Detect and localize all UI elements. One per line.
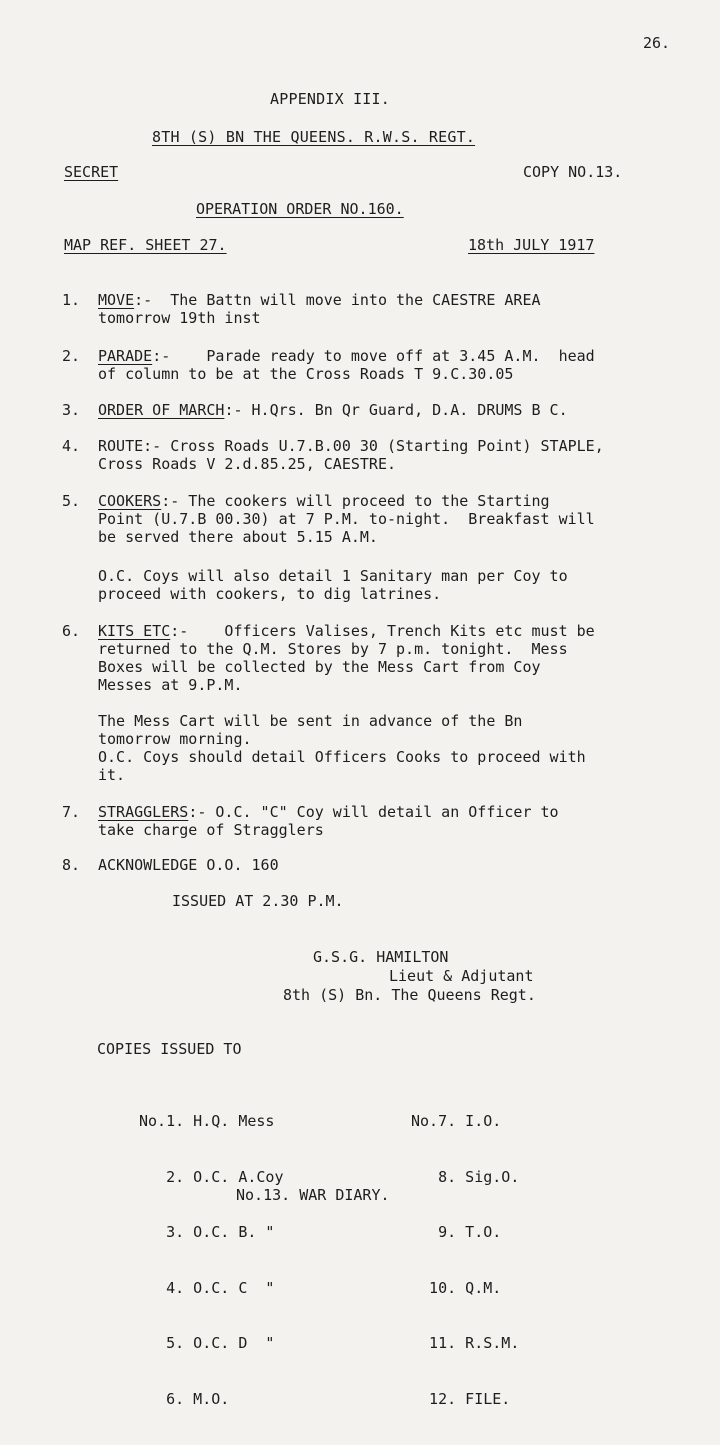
copy-number: COPY NO.13. xyxy=(523,163,623,181)
paragraph-text: ACKNOWLEDGE O.O. 160 xyxy=(98,856,279,874)
paragraph-number: 5. xyxy=(62,492,81,510)
paragraph-number: 4. xyxy=(62,437,81,455)
copies-list-right xyxy=(411,1075,519,1445)
list-item: 5. O.C. D " xyxy=(139,1334,275,1352)
document-page: 26. APPENDIX III. 8TH (S) BN THE QUEENS. R.W.S. REGT. SECRET COPY NO.13. OPERATION ORDER NO.160. MAP REF. SHEET 27. 18th JULY 1917 1. MOVE:- The Battn will move into the CAESTRE AREA tomorrow 19th inst 2. PARADE:- Parade ready to move off at 3.45 A.M. head of column to be at the Cross Roads T 9.C.30.05 3. ORDER OF MARCH:- H.Qrs. Bn Qr Guard, D.A. DRUMS B C. 4. ROUTE:- Cross Roads U.7.B.00 30 (Starting Point) STAPLE, Cross Roads V 2.d.85.25, CAESTRE. 5. COOKERS:- The cookers will proceed to the Starting Point (U.7.B 00.30) at 7 P.M. to-night. Breakfast will be served there about 5.15 A.M. O.C. Coys will also detail 1 Sanitary man per Coy to proceed with cookers, to dig latrines. 6. KITS ETC:- Officers Valises, Trench Kits etc must be returned to the Q.M. Stores by 7 p.m. tonight. Mess Boxes will be collected by the Mess Cart from Coy Messes at 9.P.M. The Mess Cart will be sent in advance of the Bn tomorrow morning. O.C. Coys should detail Officers Cooks to proceed with it. 7. STRAGGLERS:- O.C. "C" Coy will detail an Officer to take charge of Stragglers 8. ACKNOWLEDGE O.O. 160 ISSUED AT 2.30 P.M. G.S.G. HAMILTON Lieut & Adjutant 8th (S) Bn. The Queens Regt. COPIES ISSUED TO No.1. H.Q. Mess 2. O.C. A.Coy 3. O.C. B. " 4. O.C. C " 5. O.C. D " 6. M.O. No.7. I.O. 8. Sig.O. 9. T.O. 10. Q.M. 11. R.S.M. 12. FILE. No.13. WAR DIARY. xyxy=(0,0,720,1234)
copies-list-left xyxy=(139,1075,284,1445)
paragraph-number: 6. xyxy=(62,622,81,640)
paragraph-heading: KITS ETC xyxy=(98,622,171,640)
paragraph-5-note: O.C. Coys will also detail 1 Sanitary man per Coy to proceed with cookers, to dig latrines. xyxy=(98,567,568,603)
paragraph-heading: MOVE xyxy=(98,291,135,309)
paragraph-6-note: The Mess Cart will be sent in advance of the Bn tomorrow morning. O.C. Coys should detail Officers Cooks to proceed with it. xyxy=(98,712,586,784)
paragraph-heading: PARADE xyxy=(98,347,153,365)
paragraph-text: H.Qrs. Bn Qr Guard, D.A. DRUMS B C. xyxy=(242,401,568,419)
list-item: 8. Sig.O. xyxy=(411,1167,520,1186)
paragraph-text: O.C. "C" Coy will detail an Officer to take charge of Stragglers xyxy=(98,803,559,839)
paragraph-heading: ORDER OF MARCH xyxy=(98,401,225,419)
list-item: No.1. H.Q. Mess xyxy=(139,1112,275,1130)
classification: SECRET xyxy=(64,163,119,181)
paragraph-heading: COOKERS xyxy=(98,492,162,510)
list-item: 6. M.O. xyxy=(139,1389,230,1408)
list-item: No.7. I.O. xyxy=(411,1112,502,1130)
paragraph-number: 3. xyxy=(62,401,81,419)
paragraph-text: The Battn will move into the CAESTRE AREA tomorrow 19th inst xyxy=(98,291,541,327)
copy-final: No.13. WAR DIARY. xyxy=(236,1186,390,1204)
order-date: 18th JULY 1917 xyxy=(468,236,595,254)
paragraph-number: 1. xyxy=(62,291,81,309)
list-item: 4. O.C. C " xyxy=(139,1278,275,1297)
appendix-heading: APPENDIX III. xyxy=(270,90,390,108)
order-title: OPERATION ORDER NO.160. xyxy=(196,200,404,218)
unit-title: 8TH (S) BN THE QUEENS. R.W.S. REGT. xyxy=(152,128,476,146)
list-item: 3. O.C. B. " xyxy=(139,1223,275,1241)
page-number: 26. xyxy=(643,34,671,52)
list-item: 10. Q.M. xyxy=(411,1278,502,1297)
issued-at: ISSUED AT 2.30 P.M. xyxy=(172,892,344,910)
signatory-rank: Lieut & Adjutant xyxy=(389,967,534,985)
list-item: 11. R.S.M. xyxy=(411,1334,520,1352)
copies-heading: COPIES ISSUED TO xyxy=(97,1040,242,1058)
paragraph-text: Parade ready to move off at 3.45 A.M. head of column to be at the Cross Roads T 9.C.30.05 xyxy=(98,347,595,383)
signatory-unit: 8th (S) Bn. The Queens Regt. xyxy=(283,986,536,1004)
paragraph-number: 8. xyxy=(62,856,81,874)
list-item: 2. O.C. A.Coy xyxy=(139,1167,284,1186)
paragraph-number: 7. xyxy=(62,803,81,821)
paragraph-text: Officers Valises, Trench Kits etc must be returned to the Q.M. Stores by 7 p.m. tonight. Mess Boxes will be collected by the Mess Cart from Coy Messes at 9.P.M. xyxy=(98,622,595,694)
list-item: 9. T.O. xyxy=(411,1223,502,1241)
paragraph-heading: STRAGGLERS xyxy=(98,803,189,821)
signatory-name: G.S.G. HAMILTON xyxy=(313,948,449,966)
paragraph-text: The cookers will proceed to the Starting Point (U.7.B 00.30) at 7 P.M. to-night. Breakfast will be served there about 5.15 A.M. xyxy=(98,492,595,546)
paragraph-number: 2. xyxy=(62,347,81,365)
map-reference: MAP REF. SHEET 27. xyxy=(64,236,227,254)
list-item: 12. FILE. xyxy=(411,1389,511,1408)
paragraph-text: ROUTE:- Cross Roads U.7.B.00 30 (Starting Point) STAPLE, Cross Roads V 2.d.85.25, CAESTRE. xyxy=(98,437,604,473)
